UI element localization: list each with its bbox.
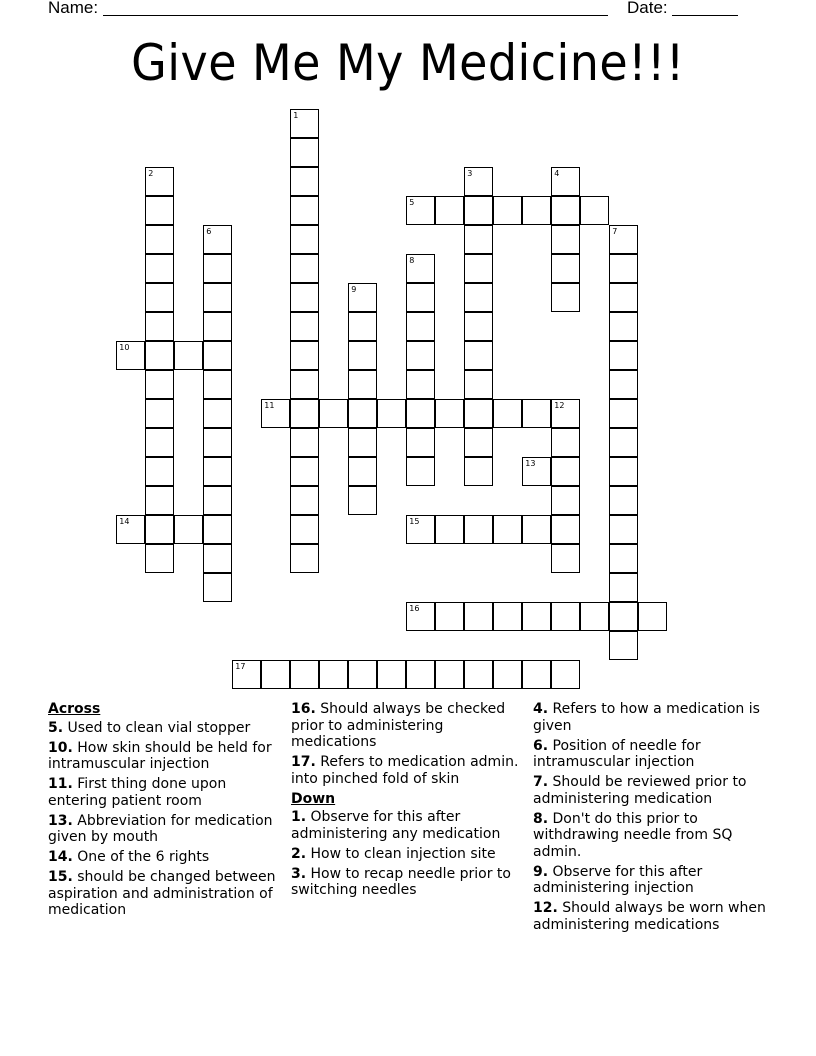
cell-number: 17 (235, 662, 246, 672)
crossword-cell[interactable] (551, 428, 580, 457)
clue-number: 16. (291, 701, 316, 717)
crossword-cell[interactable] (435, 196, 464, 225)
date-field-line[interactable] (672, 15, 738, 16)
clue-number: 3. (291, 865, 307, 882)
crossword-cell[interactable] (290, 515, 319, 544)
crossword-cell[interactable] (464, 370, 493, 399)
crossword-cell[interactable] (493, 399, 522, 428)
across-heading: Across (48, 701, 101, 717)
crossword-cell[interactable] (609, 544, 638, 573)
clue-text: Should always be worn when administering medications (533, 900, 766, 933)
crossword-cell[interactable] (609, 573, 638, 602)
crossword-cell[interactable] (493, 515, 522, 544)
crossword-cell[interactable] (174, 515, 203, 544)
crossword-cell[interactable] (609, 457, 638, 486)
crossword-cell[interactable] (609, 428, 638, 457)
crossword-cell[interactable] (551, 283, 580, 312)
crossword-cell[interactable] (348, 283, 377, 312)
cell-number: 12 (554, 401, 565, 411)
crossword-cell[interactable] (145, 283, 174, 312)
clue-number: 13. (48, 812, 73, 829)
clue-text: How skin should be held for intramuscular injection (48, 739, 272, 772)
crossword-cell[interactable] (348, 428, 377, 457)
crossword-cell[interactable] (551, 486, 580, 515)
crossword-cell[interactable] (609, 515, 638, 544)
crossword-cell[interactable] (435, 399, 464, 428)
cell-number: 1 (293, 111, 299, 121)
crossword-cell[interactable] (290, 283, 319, 312)
crossword-cell[interactable] (348, 312, 377, 341)
crossword-cell[interactable] (609, 631, 638, 660)
clue-across-16 (291, 701, 523, 751)
crossword-cell[interactable] (290, 196, 319, 225)
crossword-cell[interactable] (464, 457, 493, 486)
crossword-cell[interactable] (551, 544, 580, 573)
clue-number: 9. (533, 863, 549, 880)
clue-text: Should be reviewed prior to administering medication (533, 774, 747, 807)
clue-text: First thing done upon entering patient room (48, 776, 227, 809)
crossword-cell[interactable] (609, 283, 638, 312)
crossword-cell[interactable] (406, 370, 435, 399)
clue-number: 17. (291, 754, 316, 770)
crossword-cell[interactable] (464, 225, 493, 254)
crossword-cell[interactable] (464, 167, 493, 196)
crossword-cell[interactable] (203, 573, 232, 602)
clue-text: Used to clean vial stopper (67, 719, 251, 736)
crossword-cell[interactable] (609, 399, 638, 428)
crossword-cell[interactable] (145, 196, 174, 225)
crossword-cell[interactable] (580, 196, 609, 225)
clue-across-13 (48, 813, 280, 846)
crossword-cell[interactable] (522, 602, 551, 631)
clue-number: 14. (48, 849, 73, 865)
crossword-cell[interactable] (319, 660, 348, 689)
cell-number: 6 (206, 227, 212, 237)
crossword-cell[interactable] (406, 515, 435, 544)
crossword-cell[interactable] (290, 486, 319, 515)
crossword-cell[interactable] (406, 254, 435, 283)
name-label: Name: (48, 0, 99, 17)
crossword-cell[interactable] (348, 457, 377, 486)
crossword-cell[interactable] (290, 138, 319, 167)
crossword-cell[interactable] (290, 660, 319, 689)
crossword-cell[interactable] (609, 370, 638, 399)
crossword-cell[interactable] (203, 370, 232, 399)
cell-number: 8 (409, 256, 415, 266)
crossword-cell[interactable] (232, 660, 261, 689)
clue-number: 11. (48, 776, 73, 792)
clue-across-15 (48, 869, 280, 919)
clue-text: Observe for this after administering any medication (291, 809, 501, 842)
crossword-cell[interactable] (435, 515, 464, 544)
clue-text: Don't do this prior to withdrawing needle from SQ admin. (533, 810, 733, 860)
crossword-cell[interactable] (522, 399, 551, 428)
crossword-cell[interactable] (145, 399, 174, 428)
crossword-cell[interactable] (203, 341, 232, 370)
crossword-cell[interactable] (609, 312, 638, 341)
clue-number: 1. (291, 809, 307, 825)
clue-number: 10. (48, 739, 73, 756)
cell-number: 10 (119, 343, 130, 353)
cell-number: 11 (264, 401, 275, 411)
crossword-cell[interactable] (609, 602, 638, 631)
clue-number: 8. (533, 810, 549, 827)
clue-down-2 (291, 846, 523, 863)
cell-number: 7 (612, 227, 618, 237)
crossword-cell[interactable] (145, 370, 174, 399)
crossword-cell[interactable] (174, 341, 203, 370)
crossword-cell[interactable] (319, 399, 348, 428)
crossword-cell[interactable] (551, 196, 580, 225)
crossword-cell[interactable] (145, 457, 174, 486)
crossword-cell[interactable] (493, 660, 522, 689)
page-title: Give Me My Medicine!!! (131, 34, 685, 92)
crossword-cell[interactable] (464, 660, 493, 689)
crossword-cell[interactable] (464, 428, 493, 457)
crossword-cell[interactable] (145, 225, 174, 254)
crossword-cell[interactable] (435, 602, 464, 631)
crossword-cell[interactable] (638, 602, 667, 631)
crossword-cell[interactable] (145, 254, 174, 283)
clue-across-17 (291, 754, 523, 787)
crossword-cell[interactable] (609, 254, 638, 283)
crossword-cell[interactable] (551, 399, 580, 428)
crossword-cell[interactable] (145, 167, 174, 196)
crossword-cell[interactable] (290, 428, 319, 457)
crossword-cell[interactable] (203, 254, 232, 283)
crossword-cell[interactable] (464, 602, 493, 631)
clues-column-1 (48, 701, 280, 922)
crossword-cell[interactable] (203, 544, 232, 573)
crossword-cell[interactable] (261, 660, 290, 689)
crossword-cell[interactable] (290, 544, 319, 573)
crossword-cell[interactable] (406, 196, 435, 225)
cell-number: 13 (525, 459, 536, 469)
crossword-cell[interactable] (261, 399, 290, 428)
crossword-cell[interactable] (290, 341, 319, 370)
crossword-cell[interactable] (348, 399, 377, 428)
cell-number: 4 (554, 169, 560, 179)
crossword-cell[interactable] (406, 312, 435, 341)
crossword-cell[interactable] (406, 399, 435, 428)
clues-column-2 (291, 701, 523, 902)
crossword-cell[interactable] (609, 341, 638, 370)
crossword-cell[interactable] (551, 457, 580, 486)
crossword-cell[interactable] (145, 428, 174, 457)
cell-number: 15 (409, 517, 420, 527)
clues-column-3 (533, 701, 773, 937)
worksheet-header (48, 0, 748, 20)
clue-across-14 (48, 849, 280, 866)
cell-number: 16 (409, 604, 420, 614)
date-label: Date: (627, 0, 668, 17)
clue-text: should be changed between aspiration and administration of medication (48, 869, 276, 918)
clue-number: 6. (533, 737, 549, 754)
clue-down-3 (291, 866, 523, 899)
crossword-cell[interactable] (290, 457, 319, 486)
clue-number: 2. (291, 845, 307, 862)
crossword-cell[interactable] (551, 602, 580, 631)
cell-number: 9 (351, 285, 357, 295)
crossword-cell[interactable] (406, 428, 435, 457)
clue-number: 5. (48, 719, 64, 736)
cell-number: 5 (409, 198, 415, 208)
clue-down-6 (533, 738, 773, 771)
crossword-cell[interactable] (203, 399, 232, 428)
crossword-cell[interactable] (377, 399, 406, 428)
crossword-cell[interactable] (464, 341, 493, 370)
crossword-cell[interactable] (348, 486, 377, 515)
clue-down-1 (291, 809, 523, 842)
crossword-cell[interactable] (609, 486, 638, 515)
clue-across-5 (48, 720, 280, 737)
crossword-cell[interactable] (551, 167, 580, 196)
clue-text: Position of needle for intramuscular injection (533, 737, 701, 770)
crossword-cell[interactable] (522, 515, 551, 544)
crossword-cell[interactable] (290, 312, 319, 341)
clue-text: Observe for this after administering injection (533, 863, 703, 896)
clue-number: 15. (48, 869, 73, 885)
clue-text: Refers to medication admin. into pinched fold of skin (291, 754, 519, 787)
crossword-cell[interactable] (203, 457, 232, 486)
crossword-cell[interactable] (580, 602, 609, 631)
crossword-cell[interactable] (203, 225, 232, 254)
cell-number: 2 (148, 169, 154, 179)
crossword-cell[interactable] (203, 486, 232, 515)
crossword-cell[interactable] (348, 341, 377, 370)
clue-down-7 (533, 774, 773, 807)
clue-number: 4. (533, 701, 549, 717)
crossword-cell[interactable] (464, 312, 493, 341)
crossword-cell[interactable] (203, 515, 232, 544)
crossword-cell[interactable] (406, 660, 435, 689)
crossword-cell[interactable] (609, 225, 638, 254)
clue-text: How to clean injection site (310, 845, 496, 862)
crossword-cell[interactable] (377, 660, 406, 689)
crossword-cell[interactable] (348, 660, 377, 689)
crossword-cell[interactable] (551, 254, 580, 283)
crossword-cell[interactable] (406, 457, 435, 486)
crossword-cell[interactable] (203, 283, 232, 312)
crossword-grid (117, 110, 677, 700)
crossword-cell[interactable] (290, 254, 319, 283)
crossword-cell[interactable] (116, 515, 145, 544)
crossword-cell[interactable] (551, 225, 580, 254)
crossword-cell[interactable] (551, 515, 580, 544)
crossword-cell[interactable] (145, 544, 174, 573)
crossword-cell[interactable] (435, 660, 464, 689)
crossword-cell[interactable] (145, 341, 174, 370)
crossword-cell[interactable] (406, 341, 435, 370)
crossword-cell[interactable] (464, 254, 493, 283)
down-heading: Down (291, 790, 336, 807)
crossword-cell[interactable] (203, 312, 232, 341)
clue-down-4 (533, 701, 773, 734)
clue-down-8 (533, 811, 773, 861)
clue-text: Refers to how a medication is given (533, 701, 760, 734)
crossword-cell[interactable] (464, 283, 493, 312)
crossword-cell[interactable] (406, 602, 435, 631)
crossword-cell[interactable] (493, 602, 522, 631)
crossword-cell[interactable] (551, 660, 580, 689)
crossword-cell[interactable] (145, 486, 174, 515)
crossword-cell[interactable] (145, 312, 174, 341)
crossword-cell[interactable] (290, 399, 319, 428)
crossword-cell[interactable] (348, 370, 377, 399)
crossword-cell[interactable] (464, 399, 493, 428)
clue-across-11 (48, 776, 280, 809)
crossword-cell[interactable] (145, 515, 174, 544)
crossword-cell[interactable] (203, 428, 232, 457)
crossword-cell[interactable] (290, 167, 319, 196)
clue-text: Abbreviation for medication given by mouth (48, 812, 273, 845)
clue-down-9 (533, 864, 773, 897)
crossword-cell[interactable] (522, 660, 551, 689)
name-field-line[interactable] (103, 15, 608, 16)
crossword-cell[interactable] (406, 283, 435, 312)
crossword-cell[interactable] (290, 370, 319, 399)
crossword-cell[interactable] (290, 225, 319, 254)
clue-number: 12. (533, 900, 558, 916)
crossword-cell[interactable] (464, 196, 493, 225)
crossword-cell[interactable] (522, 196, 551, 225)
clue-across-10 (48, 740, 280, 773)
clue-text: How to recap needle prior to switching needles (291, 865, 511, 898)
clue-text: One of the 6 rights (77, 849, 210, 865)
clue-text: Should always be checked prior to administering medications (291, 701, 506, 750)
clue-number: 7. (533, 774, 549, 790)
crossword-cell[interactable] (464, 515, 493, 544)
crossword-cell[interactable] (522, 457, 551, 486)
crossword-cell[interactable] (290, 109, 319, 138)
crossword-cell[interactable] (116, 341, 145, 370)
crossword-cell[interactable] (493, 196, 522, 225)
cell-number: 3 (467, 169, 473, 179)
cell-number: 14 (119, 517, 130, 527)
clue-down-12 (533, 900, 773, 933)
